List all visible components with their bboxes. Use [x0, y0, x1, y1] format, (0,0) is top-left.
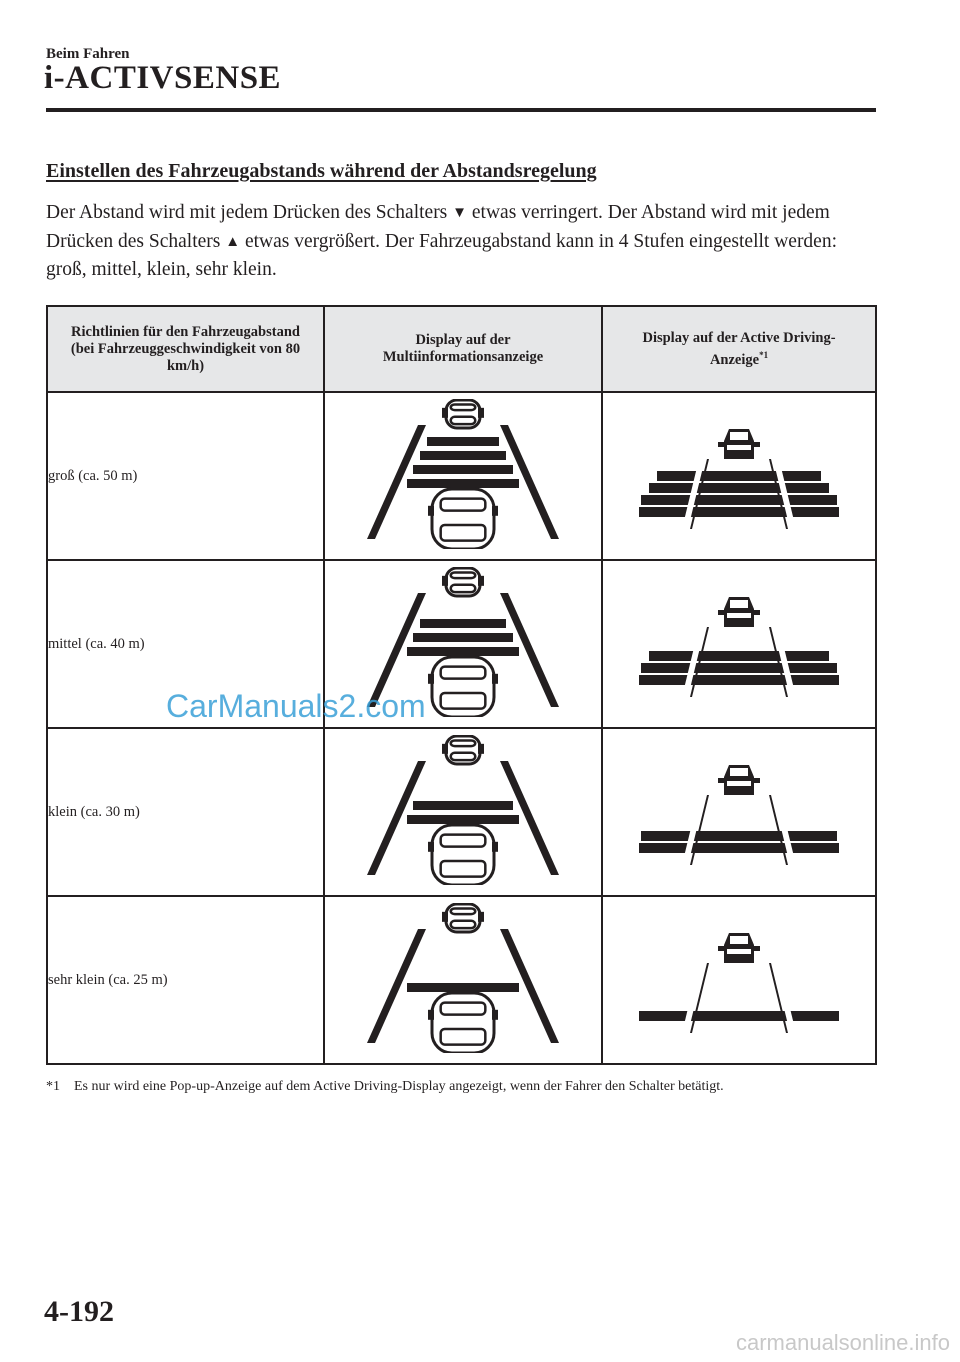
table-row	[47, 728, 876, 896]
paragraph-part-3: etwas vergrößert. Der Fahrzeugabstand kann in 4 Stufen eingestellt werden: groß, mittel, klein, sehr klein.	[46, 230, 838, 280]
distance-bar	[657, 471, 821, 481]
distance-bar	[639, 675, 839, 685]
active-driving-display-cell	[602, 728, 876, 896]
distance-bar	[420, 451, 506, 460]
own-car-icon	[428, 489, 498, 549]
distance-bar	[639, 1011, 839, 1021]
paragraph-part-2: etwas verringert. Der Abstand wird mit jedem Drücken des Schalters	[46, 202, 830, 252]
lead-car-icon	[442, 400, 484, 428]
active-driving-display-cell	[602, 896, 876, 1064]
active-driving-distance-icon	[639, 419, 839, 529]
active-driving-distance-icon	[639, 923, 839, 1033]
multiinfo-display-cell	[324, 896, 602, 1064]
watermark-logo: CarManuals2.com	[166, 688, 426, 724]
active-driving-distance-icon	[639, 755, 839, 865]
own-car-icon	[428, 993, 498, 1053]
up-triangle-icon: ▲	[225, 233, 241, 250]
lead-car-icon	[718, 429, 760, 459]
lead-car-icon	[718, 597, 760, 627]
distance-table	[46, 305, 877, 1065]
table-header-row	[47, 306, 876, 392]
distance-bar	[641, 495, 837, 505]
lead-car-icon	[718, 933, 760, 963]
distance-bar	[420, 619, 506, 628]
header-active-driving-display: Display auf der Active Driving-Anzeige$^{*1}$	[602, 306, 876, 392]
section-title: Einstellen des Fahrzeugabstands während der Abstandsregelung	[46, 160, 597, 182]
header-multiinfo-display: Display auf der Multiinformationsanzeige	[324, 306, 602, 392]
active-driving-display-cell	[602, 560, 876, 728]
running-header-section: Beim Fahren	[46, 46, 130, 62]
distance-bar	[649, 651, 829, 661]
lead-car-icon	[442, 568, 484, 596]
distance-bar	[407, 479, 519, 488]
footnote-text: Es nur wird eine Pop-up-Anzeige auf dem Active Driving-Display angezeigt, wenn der Fahrer den Schalter betätigt.	[74, 1079, 724, 1094]
body-paragraph	[46, 199, 876, 285]
page-number: 4-192	[44, 1295, 114, 1328]
lead-car-icon	[442, 736, 484, 764]
footnote-ref: *1	[759, 349, 769, 360]
active-driving-distance-icon	[639, 587, 839, 697]
distance-bar	[641, 663, 837, 673]
distance-bar	[407, 983, 519, 992]
lead-car-icon	[718, 765, 760, 795]
own-car-icon	[428, 657, 498, 717]
footnote-mark: *1	[46, 1079, 60, 1094]
down-triangle-icon: ▼	[452, 205, 468, 221]
multiinfo-distance-icon	[363, 399, 563, 549]
distance-bar	[427, 437, 499, 446]
distance-bar	[649, 483, 829, 493]
distance-bar	[407, 647, 519, 656]
footnote	[46, 1077, 876, 1096]
distance-label: mittel (ca. 40 m)	[47, 560, 324, 728]
multiinfo-distance-icon	[363, 903, 563, 1053]
footer-url: carmanualsonline.info	[735, 1330, 950, 1355]
distance-bar	[641, 831, 837, 841]
header-rule	[46, 108, 876, 112]
distance-bar	[407, 815, 519, 824]
lead-car-icon	[442, 904, 484, 932]
distance-bar	[413, 465, 513, 474]
distance-label: sehr klein (ca. 25 m)	[47, 896, 324, 1064]
distance-bar	[413, 633, 513, 642]
multiinfo-display-cell	[324, 728, 602, 896]
header-guideline: Richtlinien für den Fahrzeugabstand (bei Fahrzeuggeschwindigkeit von 80 km/h)	[47, 306, 324, 392]
table-row	[47, 392, 876, 560]
active-driving-display-cell	[602, 392, 876, 560]
distance-bar	[413, 801, 513, 810]
multiinfo-display-cell	[324, 392, 602, 560]
distance-bar	[639, 843, 839, 853]
paragraph-part-1: Der Abstand wird mit jedem Drücken des Schalters	[46, 202, 453, 223]
distance-label: groß (ca. 50 m)	[47, 392, 324, 560]
table-row	[47, 896, 876, 1064]
distance-bar	[639, 507, 839, 517]
own-car-icon	[428, 825, 498, 885]
distance-label: klein (ca. 30 m)	[47, 728, 324, 896]
running-header-chapter: i-ACTIVSENSE	[44, 60, 282, 96]
multiinfo-distance-icon	[363, 735, 563, 885]
